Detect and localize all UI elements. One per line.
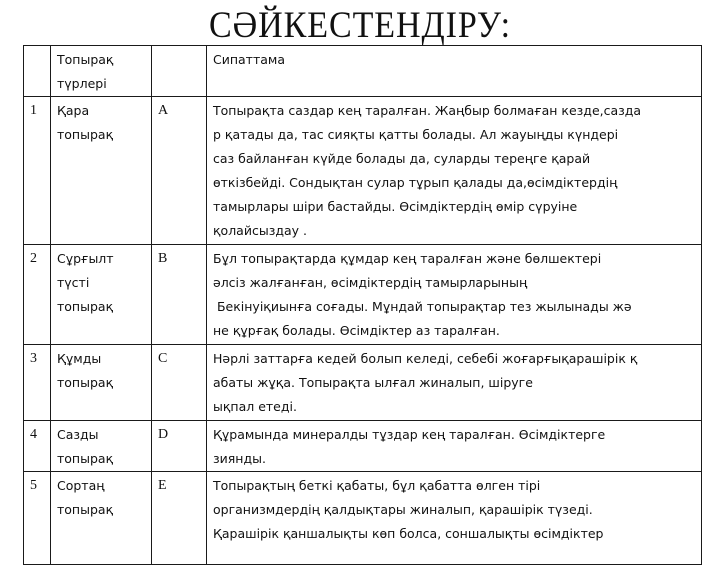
- row-description: Бұл топырақтарда құмдар кең таралған және бөлшектері әлсіз жалғанған, өсімдіктердің тамырларының Бекінуіқиынға соғады. Мұндай топырақтар тез жылынады жә не құрғақ болады. Өсімдіктер аз таралған.: [207, 245, 702, 345]
- header-description: Сипаттама: [207, 46, 702, 97]
- table-row: [24, 97, 702, 245]
- row-description: Топырақтың беткі қабаты, бұл қабатта өлген тірі организмдердің қалдықтары жиналып, қарашірік түзеді. Қарашірік қаншалықты көп болса, соншалықты өсімдіктер: [207, 472, 702, 565]
- row-soil-type: Құмды топырақ: [51, 345, 152, 421]
- header-num: [24, 46, 51, 97]
- row-letter: E: [152, 472, 207, 565]
- table-header-row: [24, 46, 702, 97]
- header-soil-type: Топырақ түрлері: [51, 46, 152, 97]
- row-description: Құрамында минералды тұздар кең таралған. Өсімдіктерге зиянды.: [207, 421, 702, 472]
- row-num: 1: [24, 97, 51, 245]
- row-letter: A: [152, 97, 207, 245]
- row-letter: B: [152, 245, 207, 345]
- page-title: СӘЙКЕСТЕНДІРУ:: [208, 5, 512, 46]
- table-row: [24, 245, 702, 345]
- row-description: Топырақта саздар кең таралған. Жаңбыр болмаған кезде,сазда р қатады да, тас сияқты қатты болады. Ал жауыңды күндері саз байланған күйде болады да, суларды тереңге қарай өткізбейді. Сондықтан сулар тұрып қалады да,өсімдіктердің тамырлары шіри бастайды. Өсімдіктердің өмір сүруіне қолайсыздау .: [207, 97, 702, 245]
- row-num: 3: [24, 345, 51, 421]
- table-row: [24, 472, 702, 565]
- row-num: 2: [24, 245, 51, 345]
- row-letter: C: [152, 345, 207, 421]
- row-soil-type: Сұрғылт түсті топырақ: [51, 245, 152, 345]
- table-row: [24, 421, 702, 472]
- row-soil-type: Сортаң топырақ: [51, 472, 152, 565]
- row-letter: D: [152, 421, 207, 472]
- row-description: Нәрлі заттарға кедей болып келеді, себебі жоғарғықарашірік қ абаты жұқа. Топырақта ылғал жиналып, шіруге ықпал етеді.: [207, 345, 702, 421]
- row-soil-type: Сазды топырақ: [51, 421, 152, 472]
- matching-table: [23, 45, 702, 565]
- table-row: [24, 345, 702, 421]
- row-num: 4: [24, 421, 51, 472]
- header-letter: [152, 46, 207, 97]
- row-num: 5: [24, 472, 51, 565]
- row-soil-type: Қара топырақ: [51, 97, 152, 245]
